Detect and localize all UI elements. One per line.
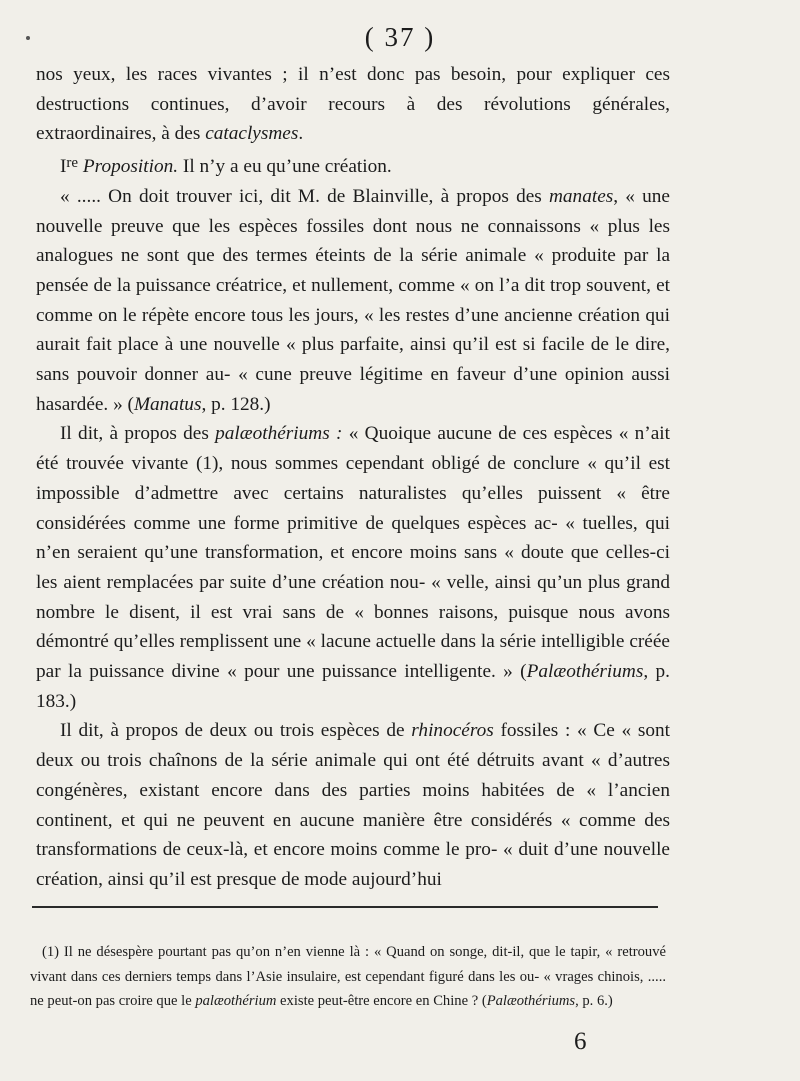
p4-italic-palaeotheriums: palæothériums : <box>215 423 343 445</box>
proposition-number-sup: re <box>66 155 79 172</box>
p3-text-3: , p. 128.) <box>201 393 271 415</box>
p1-text-1: nos yeux, les races vivantes ; il n’est donc pas besoin, pour expliquer ces destructions continues, d’avoir recours à des révolutions générales, extraordinaires, à des <box>36 64 670 145</box>
p4-text-1: Il dit, à propos des <box>60 423 216 445</box>
proposition-number: I <box>60 156 67 178</box>
fn-italic-palaeotheriums: Palæothériums <box>486 993 576 1009</box>
p3-text-1: « ..... On doit trouver ici, dit M. de Blainville, à propos des <box>60 185 549 207</box>
p5-text-2: fossiles : « Ce « sont deux ou trois chaînons de la série animale qui ont été détruits avant « d’autres congénères, existant encore dans des parties moins habitées de « l’ancien continent, et qui ne peuvent en aucune manière être considérés « comme des transformations de ceux-là, et encore moins comme le pro- « duit d’une nouvelle création, ainsi qu’il est presque de mode aujourd’hui <box>36 720 670 890</box>
paragraph-3-quote-manates <box>36 182 670 420</box>
proposition-label: Proposition. <box>82 156 179 178</box>
fn-text-2: existe peut-être encore en Chine ? ( <box>276 993 487 1009</box>
p5-text-1: Il dit, à propos de deux ou trois espèces de <box>60 720 412 742</box>
paragraph-1 <box>36 60 670 149</box>
fn-italic-palaeotherium: palæothérium <box>195 993 277 1009</box>
p1-italic-cataclysmes: cataclysmes <box>205 123 299 145</box>
p4-text-2: « Quoique aucune de ces espèces « n’ait été trouvée vivante (1), nous sommes cependant obligé de conclure « qu’il est impossible d’admettre avec certains naturalistes qu’elles puissent « être considérées comme une forme primitive de quelques espèces ac- « tuelles, qui n’en seraient qu’une transformation, et encore moins sans « doute que celles-ci les aient remplacées par suite d’une création nou- « velle, ainsi qu’un plus grand nombre le disent, il est vrai sans de « bonnes raisons, puisque nous avons démontré qu’elles remplissent une « lacune actuelle dans la série intelligible créée par la puissance divine « pour une puissance intelligente. » ( <box>36 423 670 683</box>
p3-italic-manates: manates <box>548 185 614 207</box>
p4-text-3: , p. 183.) <box>36 661 670 712</box>
footnote-1 <box>30 940 666 1014</box>
body-text <box>36 60 670 895</box>
page-number: ( 37 ) <box>364 22 436 52</box>
fn-text-3: , p. 6.) <box>575 993 613 1009</box>
proposition-heading <box>36 149 670 182</box>
p5-italic-rhinoceros: rhinocéros <box>411 720 494 742</box>
footnote-divider <box>32 906 658 908</box>
paragraph-4-palaeotheriums <box>36 419 670 716</box>
proposition-text: Il n’y a eu qu’une création. <box>178 156 392 178</box>
p1-text-2: . <box>298 123 304 145</box>
footnotes <box>30 940 666 1014</box>
paragraph-5-rhinoceros <box>36 716 670 894</box>
signature-mark: 6 <box>574 1028 587 1055</box>
p3-italic-manatus: Manatus <box>133 393 202 415</box>
fn-text-1: (1) Il ne désespère pourtant pas qu’on n’en vienne là : « Quand on songe, dit-il, que le tapir, « retrouvé vivant dans ces derniers temps dans l’Asie insulaire, est cependant figuré dans les ou- « vrages chinois, ..... ne peut-on pas croire que le <box>30 944 666 1009</box>
p3-text-2: , « une nouvelle preuve que les espèces fossiles dont nous ne connaissons « plus les analogues ne sont que des termes éteints de la série animale « produite par la pensée de la puissance créatrice, et nullement, comme « on l’a dit trop souvent, et comme on le répète encore tous les jours, « les restes d’une ancienne création qui aurait fait place à une nouvelle « plus parfaite, ainsi qu’il est si facile de le dire, sans pouvoir donner au- « cune preuve légitime en faveur d’une opinion aussi hasardée. » ( <box>36 185 670 415</box>
p4-italic-palaeotheriums-ref: Palæothériums <box>526 661 644 683</box>
